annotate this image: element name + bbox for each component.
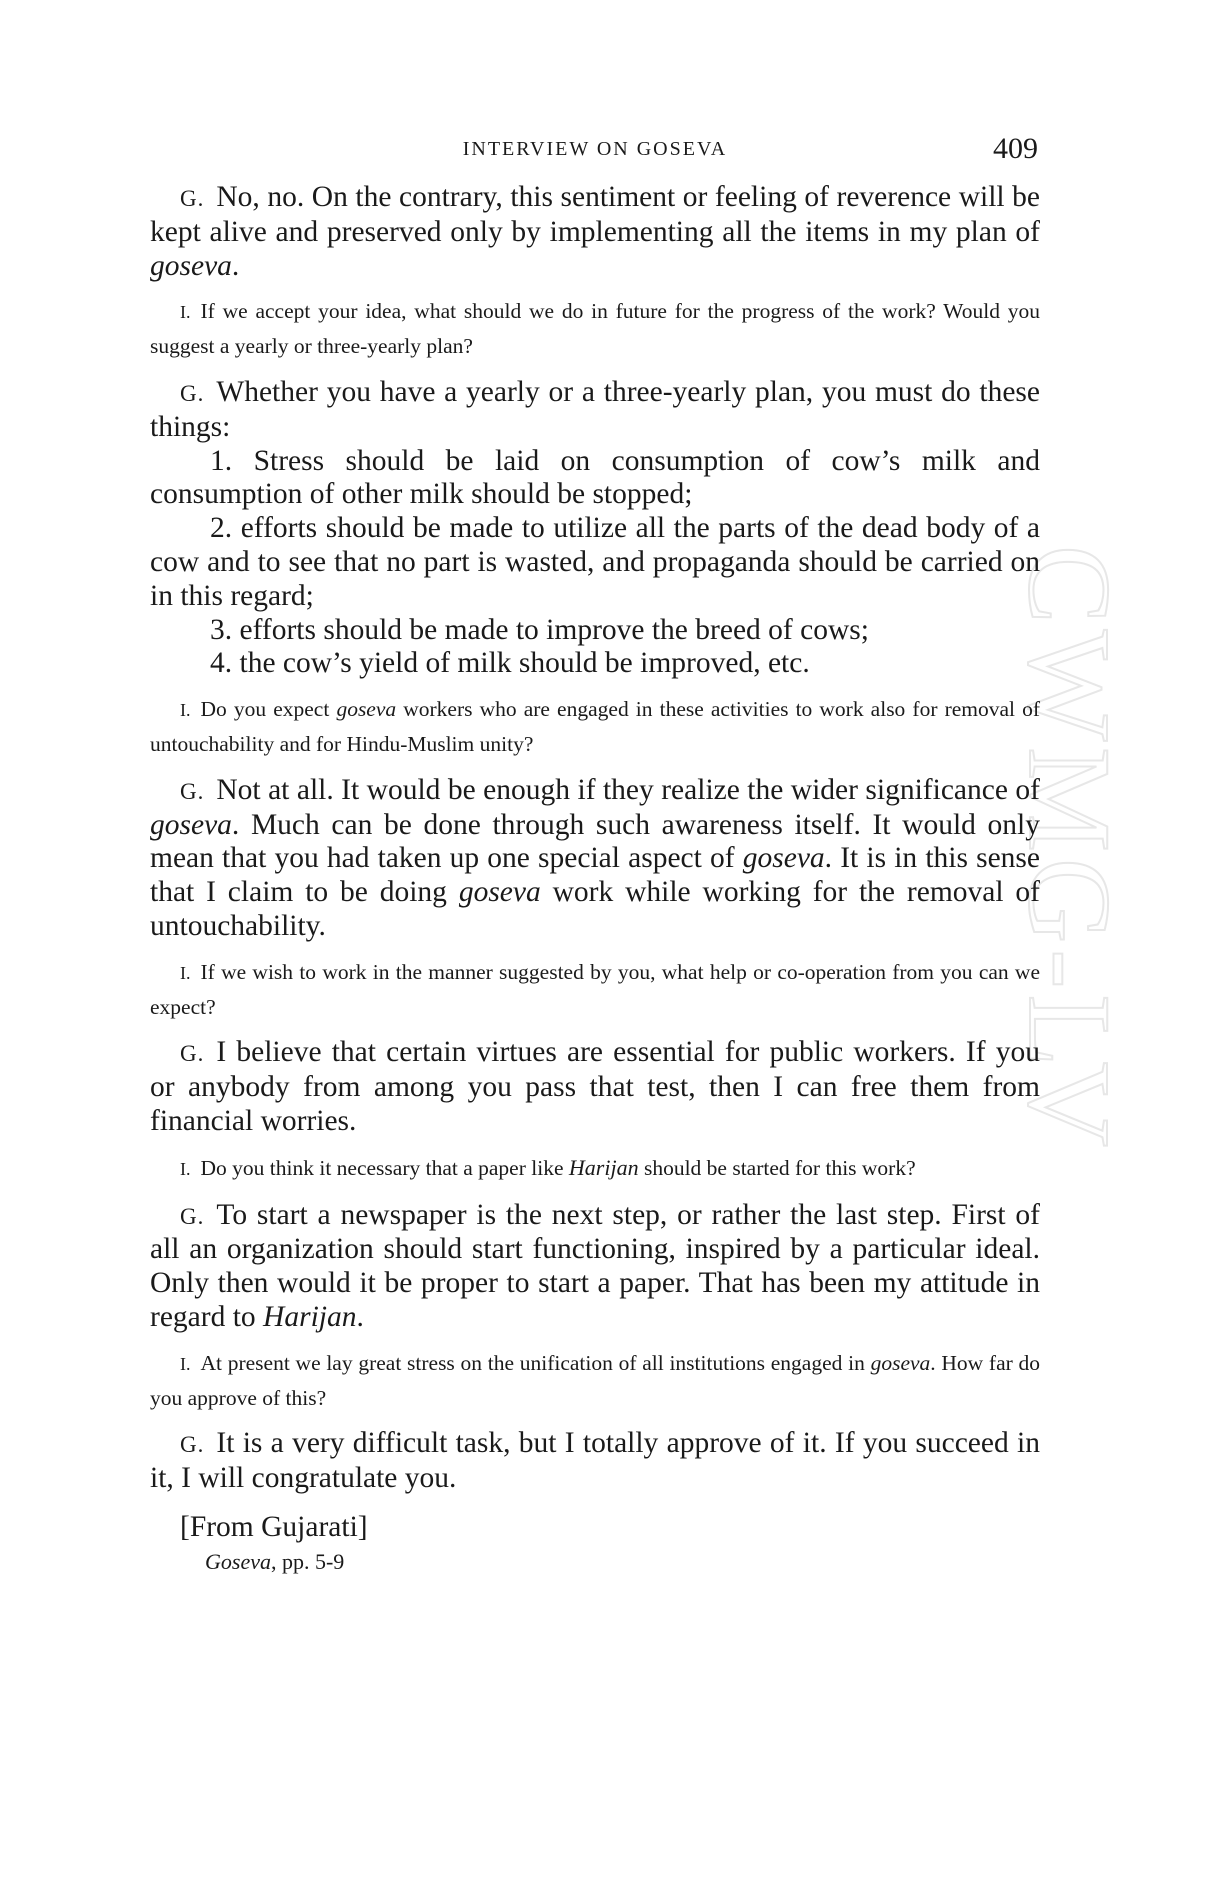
source-note: [From Gujarati] <box>180 1510 368 1543</box>
speaker-label-i: I. <box>180 1158 191 1179</box>
citation-title: Goseva <box>205 1548 271 1574</box>
answer-paragraph: G. To start a newspaper is the next step, or rather the last step. First of all an organization should start functioning, inspired by a particular ideal. Only then would it be proper to start a paper. That has been my attitude in regard to Harijan. <box>150 1198 1040 1333</box>
speaker-label-i: I. <box>180 302 191 323</box>
speaker-label-g: G. <box>180 1432 205 1458</box>
question-paragraph: I. Do you think it necessary that a paper like Harijan should be started for this work? <box>180 1154 916 1180</box>
speaker-label-g: G. <box>180 186 205 211</box>
citation-pages: , pp. 5-9 <box>270 1548 345 1574</box>
question-paragraph: I. Do you expect goseva workers who are engaged in these activities to work also for removal of untouchability and for Hindu-Muslim unity? <box>150 697 1041 756</box>
list-item: 4. the cow’s yield of milk should be improved, etc. <box>210 647 810 680</box>
speaker-label-i: I. <box>180 962 191 983</box>
list-item: 2. efforts should be made to utilize all the parts of the dead body of a cow and to see that no part is wasted, and propaganda should be carried on in this regard; <box>150 512 1040 612</box>
question-paragraph: I. If we accept your idea, what should we do in future for the progress of the work? Would you suggest a yearly or three-yearly plan? <box>150 299 1040 359</box>
page-number: 409 <box>993 132 1038 165</box>
question-paragraph: I. If we wish to work in the manner suggested by you, what help or co-operation from you can we expect? <box>150 959 1040 1019</box>
speaker-label-g: G. <box>180 1203 205 1229</box>
citation <box>205 1546 1040 1578</box>
body-text <box>150 181 1040 1578</box>
list-item: 1. Stress should be laid on consumption of cow’s milk and consumption of other milk should be stopped; <box>150 444 1040 511</box>
answer-paragraph: G. Whether you have a yearly or a three-yearly plan, you must do these things: 1. Stress should be laid on consumption of cow’s milk and consumption of other milk should be stopped; 2. efforts should be made to utilize all the parts of the dead body of a cow and to see that no part is wasted, and propaganda should be carried on in this regard; 3. efforts should be made to improve the breed of cows; 4. the cow’s yield of milk should be improved, etc. <box>150 375 1040 680</box>
speaker-label-g: G. <box>180 1041 205 1067</box>
speaker-label-g: G. <box>180 380 205 406</box>
speaker-label-g: G. <box>180 778 205 804</box>
watermark-text: CWMG-LV <box>1004 545 1135 1153</box>
speaker-label-i: I. <box>180 700 191 721</box>
question-paragraph: I. At present we lay great stress on the unification of all institutions engaged in goseva. How far do you approve of this? <box>150 1350 1041 1410</box>
answer-paragraph: G. Not at all. It would be enough if they realize the wider significance of goseva. Much can be done through such awareness itself. It would only mean that you had taken up one special aspect of goseva. It is in this sense that I claim to be doing goseva work while working for the removal of untouchability. <box>150 773 1041 942</box>
answer-paragraph: G. It is a very difficult task, but I totally approve of it. If you succeed in it, I will congratulate you. <box>150 1427 1040 1495</box>
speaker-label-i: I. <box>180 1353 191 1374</box>
answer-paragraph: G. No, no. On the contrary, this sentiment or feeling of reverence will be kept alive and preserved only by implementing all the items in my plan of goseva. <box>150 181 1040 282</box>
answer-paragraph: G. I believe that certain virtues are essential for public workers. If you or anybody from among you pass that test, then I can free them from financial worries. <box>150 1036 1040 1137</box>
page-header <box>150 132 1040 172</box>
list-item: 3. efforts should be made to improve the breed of cows; <box>210 613 869 646</box>
running-title: INTERVIEW ON GOSEVA <box>462 138 728 160</box>
